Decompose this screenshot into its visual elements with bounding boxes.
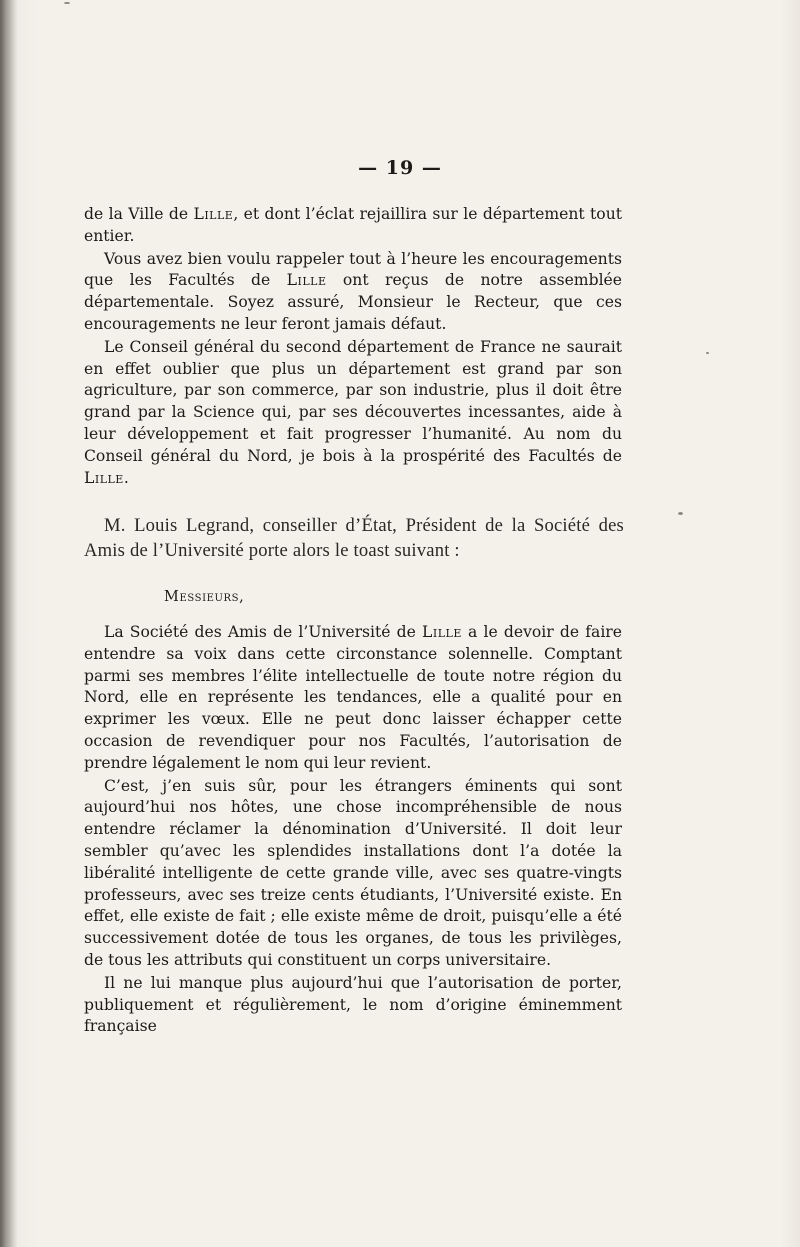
- paragraph: Le Conseil général du second département de France ne saurait en effet oublier que plus un département est grand par son agriculture, par son commerce, par son industrie, plus il doit être grand par la Science qui, par ses découvertes incessantes, aide à leur développement et fait progresser l’humanité. Au nom du Conseil général du Nord, je bois à la prospérité des Facultés de Lille.: [84, 337, 622, 487]
- page-number: — 19 —: [358, 157, 442, 179]
- text-block-toast: [84, 622, 622, 1038]
- salutation: Messieurs,: [164, 589, 245, 605]
- paragraph: La Société des Amis de l’Université de Lille a le devoir de faire entendre sa voix dans cette circonstance solennelle. Comptant parmi ses membres l’élite intellectuelle de toute notre région du Nord, elle en représente les tendances, elle a qualité pour en exprimer les vœux. Elle ne peut donc laisser échapper cette occasion de revendiquer pour nos Facultés, l’autorisation de prendre légalement le nom qui leur revient.: [84, 623, 622, 772]
- binding-shadow: [0, 0, 18, 1247]
- paper-speck: [706, 352, 709, 354]
- paper-speck: [64, 2, 70, 4]
- text-block-conseil-general: [84, 204, 622, 489]
- speaker-introduction: M. Louis Legrand, conseiller d’État, Président de la Société des Amis de l’Université porte alors le toast suivant :: [84, 515, 624, 561]
- paragraph: C’est, j’en suis sûr, pour les étrangers éminents qui sont aujourd’hui nos hôtes, une chose incompréhensible de nous entendre réclamer la dénomination d’Université. Il doit leur sembler qu’avec les splendides installations dont l’a dotée la libéralité intelligente de cette grande ville, avec ses quatre-vingts professeurs, avec ses treize cents étudiants, l’Université existe. En effet, elle existe de fait ; elle existe même de droit, puisqu’elle a été successivement dotée de tous les organes, de tous les privilèges, de tous les attributs qui constituent un corps universitaire.: [84, 776, 622, 969]
- paper-speck: [678, 512, 683, 515]
- paragraph: Vous avez bien voulu rappeler tout à l’heure les encouragements que les Facultés de Lille ont reçus de notre assemblée départementale. Soyez assuré, Monsieur le Recteur, que ces encouragements ne leur feront jamais défaut.: [84, 249, 623, 333]
- paragraph: de la Ville de Lille, et dont l’éclat rejaillira sur le département tout entier.: [84, 205, 623, 245]
- paragraph: Il ne lui manque plus aujourd’hui que l’autorisation de porter, publiquement et régulièrement, le nom d’origine éminemment française: [84, 973, 622, 1036]
